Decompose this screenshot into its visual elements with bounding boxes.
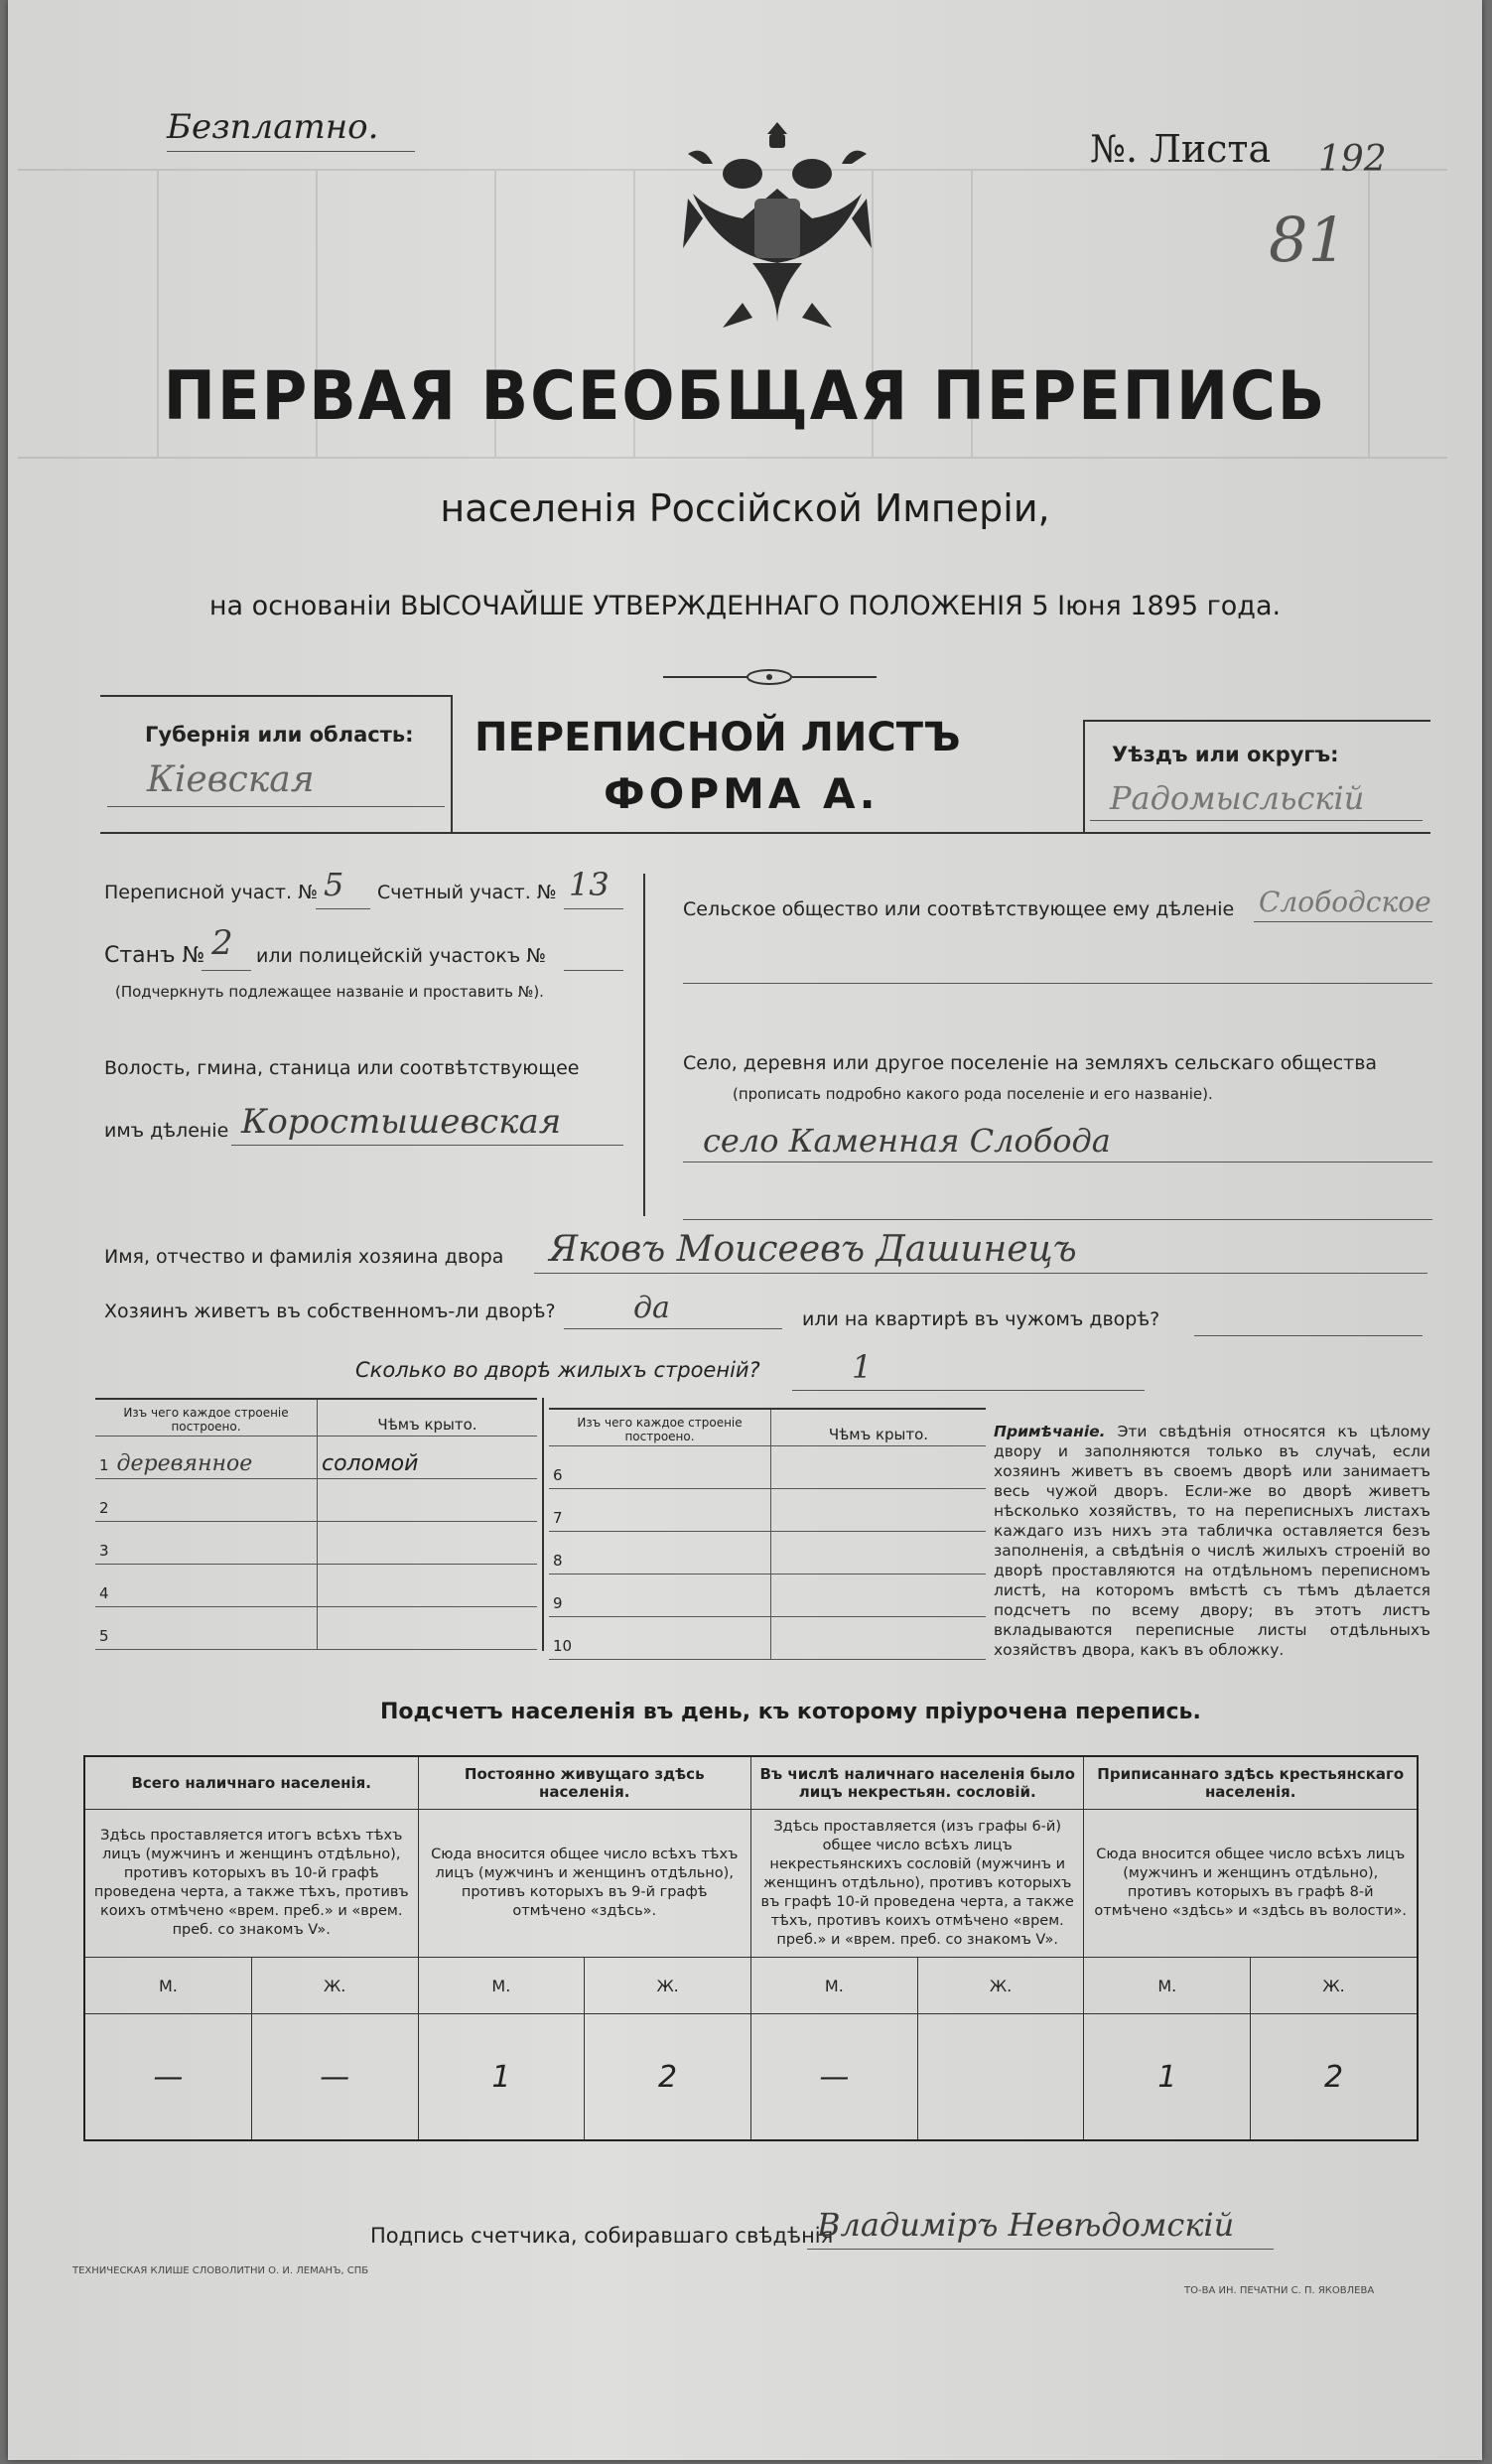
female-count: 2 (585, 2014, 751, 2141)
building-number: 3 (99, 1542, 109, 1560)
buildings-value: 1 (852, 1348, 873, 1386)
ornament-divider-icon (663, 667, 877, 687)
female-header: Ж. (251, 1958, 418, 2014)
province-value: Кіевская (147, 759, 315, 800)
own-yard-value: да (633, 1291, 670, 1325)
building-roof (771, 1446, 987, 1489)
col-material-header: Изъ чего каждое строеніе построено. (95, 1399, 318, 1437)
society-label: Сельское общество или соотвѣтствующее ему дѣленіе (683, 898, 1235, 920)
building-roof (771, 1532, 987, 1574)
building-row (549, 1574, 986, 1617)
population-title: Подсчетъ населенія въ день, къ которому пріурочена перепись. (380, 1700, 1201, 1724)
male-header: М. (750, 1958, 917, 2014)
male-count: 1 (1084, 2014, 1251, 2141)
male-header: М. (1084, 1958, 1251, 2014)
population-group-header: Постоянно живущаго здѣсь населенія. (418, 1756, 750, 1810)
building-number: 7 (553, 1509, 563, 1527)
building-number: 8 (553, 1552, 563, 1570)
volost-label-2: имъ дѣленіе (104, 1120, 229, 1142)
building-row (95, 1479, 537, 1522)
buildings-table-left (95, 1398, 537, 1650)
male-count: — (750, 2014, 917, 2141)
building-row (549, 1446, 986, 1489)
district-value: Радомысльскій (1110, 779, 1365, 817)
village-label: Село, деревня или другое поселеніе на земляхъ сельскаго общества (683, 1052, 1378, 1074)
sheet-number-label: №. Листа (1090, 127, 1272, 171)
population-group-desc: Сюда вносится общее число всѣхъ лицъ (мужчинъ и женщинъ отдѣльно), противъ которыхъ въ графѣ 8-й отмѣчено «здѣсь» и «здѣсь въ волости». (1084, 1810, 1418, 1958)
stan-value: 2 (211, 923, 233, 963)
volost-value: Коростышевская (241, 1102, 562, 1142)
village-note: (прописать подробно какого рода поселеніе и его названіе). (733, 1085, 1213, 1103)
building-number: 9 (553, 1594, 563, 1612)
volost-label-1: Волость, гмина, станица или соотвѣтствующее (104, 1057, 580, 1079)
building-number: 5 (99, 1627, 109, 1645)
main-title: ПЕРВАЯ ВСЕОБЩАЯ ПЕРЕПИСЬ (163, 357, 1327, 436)
male-header: М. (418, 1958, 585, 2014)
double-headed-eagle-icon (673, 104, 882, 342)
building-material: деревянное (116, 1451, 253, 1476)
population-group-header: Всего наличнаго населенія. (84, 1756, 418, 1810)
population-table (83, 1755, 1419, 2141)
stan-note: (Подчеркнуть подлежащее названіе и проставить №). (115, 983, 544, 1001)
col-material-header: Изъ чего каждое строеніе построено. (549, 1409, 771, 1446)
printer-right: ТО-ВА ИН. ПЕЧАТНИ С. П. ЯКОВЛЕВА (1184, 2285, 1375, 2296)
signature-value: Владиміръ Невѣдомскій (817, 2206, 1235, 2244)
building-roof: соломой (318, 1437, 538, 1479)
rented-label: или на квартирѣ въ чужомъ дворѣ? (802, 1308, 1160, 1330)
owner-name-value: Яковъ Моисеевъ Дашинецъ (549, 1229, 1077, 1270)
census-section-label: Переписной участ. № (104, 882, 318, 903)
male-count: 1 (418, 2014, 585, 2141)
note-text: Эти свѣдѣнія относятся къ цѣлому двору и заполняются только въ случаѣ, если хозяинъ живетъ въ своемъ дворѣ или занимаетъ весь чужой дворъ. Если-же во дворѣ живетъ нѣсколько хозяйствъ, то на переписныхъ листахъ каждаго изъ нихъ эта табличка оставляется безъ заполненія, а свѣдѣнія о числѣ жилыхъ строеній во дворѣ проставляются на отдѣльномъ переписномъ листѣ, на которомъ вмѣстѣ съ тѣмъ дѣлается подсчетъ по всему двору; въ этотъ листъ вкладываются переписные листы отдѣльныхъ хозяйствъ двора, какъ въ обложку. (994, 1423, 1430, 1659)
male-count: — (84, 2014, 251, 2141)
female-header: Ж. (585, 1958, 751, 2014)
buildings-table-right (549, 1408, 986, 1660)
building-roof (318, 1522, 538, 1565)
census-sheet (8, 0, 1482, 2460)
female-count: — (251, 2014, 418, 2141)
sheet-number-handwritten: 81 (1269, 204, 1347, 276)
building-roof (318, 1565, 538, 1607)
building-number: 1 (99, 1456, 109, 1474)
population-group-desc: Здѣсь проставляется итогъ всѣхъ тѣхъ лицъ (мужчинъ и женщинъ отдѣльно), противъ которыхъ въ 10-й графѣ проведена черта, а также тѣхъ, противъ коихъ отмѣчено «врем. преб.» и «врем. преб. со знакомъ V». (84, 1810, 418, 1958)
male-header: М. (84, 1958, 251, 2014)
female-count (917, 2014, 1084, 2141)
building-roof (771, 1617, 987, 1660)
own-yard-label: Хозяинъ живетъ въ собственномъ-ли дворѣ? (104, 1300, 556, 1322)
society-value: Слободское (1259, 886, 1431, 918)
free-label: Безплатно. (167, 107, 379, 147)
stan-label: Станъ № (104, 943, 205, 968)
building-row (549, 1617, 986, 1660)
sheet-number-value: 192 (1318, 139, 1387, 180)
building-roof (318, 1479, 538, 1522)
province-label: Губернія или область: (145, 723, 414, 747)
form-name-line2: ФОРМА А. (604, 769, 880, 818)
female-header: Ж. (917, 1958, 1084, 2014)
printer-left: ТЕХНИЧЕСКАЯ КЛИШЕ СЛОВОЛИТНИ О. И. ЛЕМАНЪ, СПБ (72, 2265, 369, 2276)
count-section-value: 13 (569, 866, 610, 903)
basis-line: на основаніи ВЫСОЧАЙШЕ УТВЕРЖДЕННАГО ПОЛОЖЕНІЯ 5 Іюня 1895 года. (208, 591, 1282, 621)
female-header: Ж. (1251, 1958, 1418, 2014)
building-row (549, 1489, 986, 1532)
buildings-label: Сколько во дворѣ жилыхъ строеній? (355, 1358, 760, 1382)
female-count: 2 (1251, 2014, 1418, 2141)
district-label: Уѣздъ или округъ: (1112, 743, 1339, 766)
building-row (95, 1522, 537, 1565)
building-row (95, 1437, 537, 1479)
building-roof (771, 1489, 987, 1532)
col-roof-header: Чѣмъ крыто. (771, 1409, 987, 1446)
building-roof (771, 1574, 987, 1617)
col-roof-header: Чѣмъ крыто. (318, 1399, 538, 1437)
building-number: 10 (553, 1637, 573, 1655)
count-section-label: Счетный участ. № (377, 882, 557, 903)
subtitle: населенія Россійской Имперіи, (440, 486, 1050, 530)
building-row (549, 1532, 986, 1574)
note-title: Примѣчаніе. (994, 1423, 1106, 1440)
population-group-header: Приписаннаго здѣсь крестьянскаго населенія. (1084, 1756, 1418, 1810)
building-roof (318, 1607, 538, 1650)
population-group-header: Въ числѣ наличнаго населенія было лицъ некрестьян. сословій. (750, 1756, 1083, 1810)
village-value: село Каменная Слобода (703, 1122, 1111, 1160)
signature-label: Подпись счетчика, собиравшаго свѣдѣнія (370, 2224, 834, 2248)
population-group-desc: Здѣсь проставляется (изъ графы 6-й) общее число всѣхъ лицъ некрестьянскихъ сословій (мужчинъ и женщинъ отдѣльно), противъ которыхъ въ графѣ 10-й проведена черта, а также тѣхъ, противъ коихъ отмѣчено «врем. преб.» и «врем. преб. со знакомъ V». (750, 1810, 1083, 1958)
building-number: 4 (99, 1584, 109, 1602)
building-row (95, 1565, 537, 1607)
building-number: 6 (553, 1466, 563, 1484)
buildings-note (994, 1422, 1430, 1660)
owner-name-label: Имя, отчество и фамилія хозяина двора (104, 1246, 504, 1268)
form-name-line1: ПЕРЕПИСНОЙ ЛИСТЪ (475, 715, 961, 760)
census-section-value: 5 (324, 866, 344, 903)
building-number: 2 (99, 1499, 109, 1517)
population-group-desc: Сюда вносится общее число всѣхъ тѣхъ лицъ (мужчинъ и женщинъ отдѣльно), противъ которыхъ въ 9-й графѣ отмѣчено «здѣсь». (418, 1810, 750, 1958)
building-row (95, 1607, 537, 1650)
police-label: или полицейскій участокъ № (256, 945, 546, 967)
